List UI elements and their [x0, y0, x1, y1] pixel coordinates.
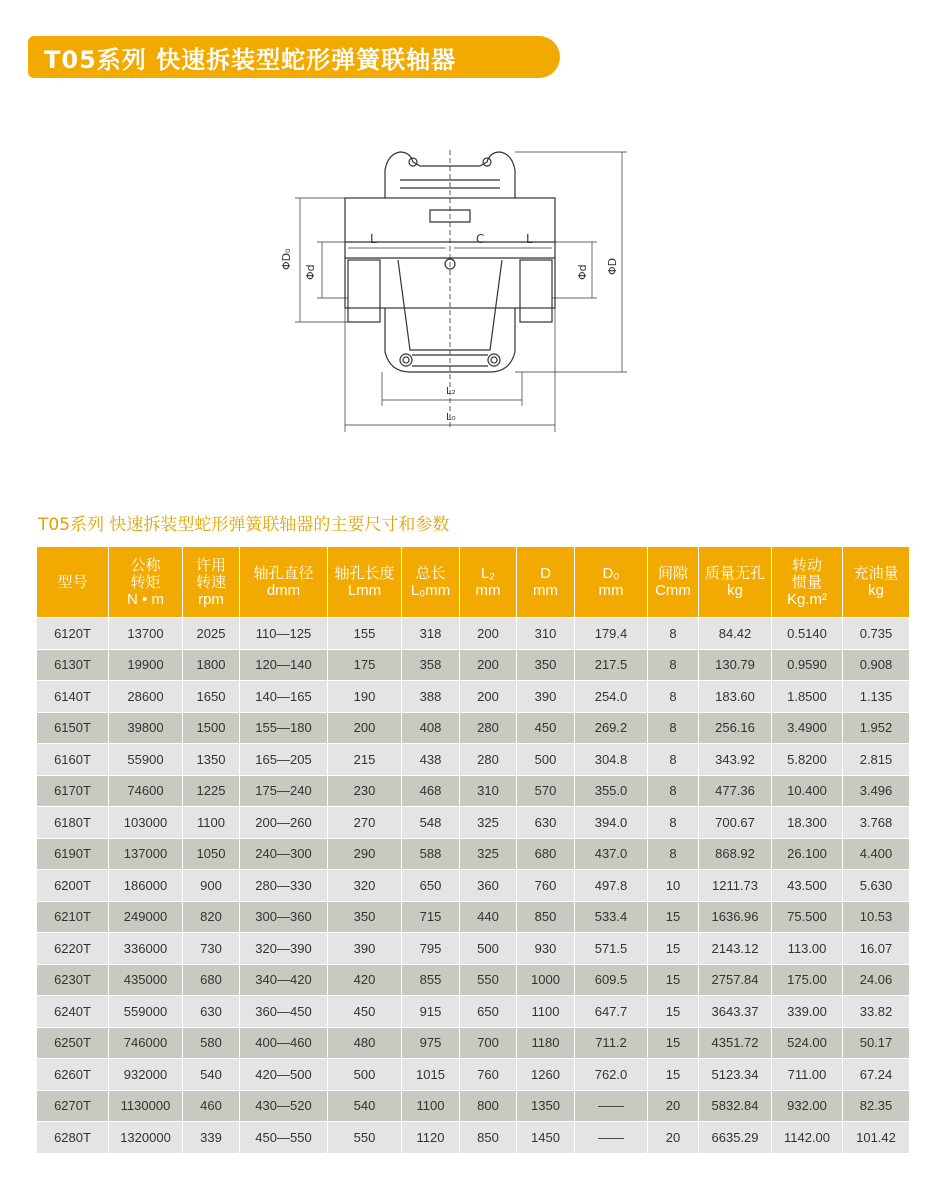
table-cell: 550	[328, 1122, 401, 1153]
table-cell: 2.815	[843, 744, 909, 775]
table-cell: 6220T	[37, 933, 108, 964]
table-cell: 975	[402, 1028, 459, 1059]
table-row	[37, 776, 909, 807]
table-cell: 1350	[517, 1091, 574, 1122]
table-cell: 28600	[109, 681, 182, 712]
column-header-line: dmm	[266, 582, 301, 599]
table-cell: 355.0	[575, 776, 647, 807]
table-cell: 5832.84	[699, 1091, 771, 1122]
table-cell: 760	[517, 870, 574, 901]
table-cell: 256.16	[699, 713, 771, 744]
table-cell: 33.82	[843, 996, 909, 1027]
column-header-line: 轴孔直径	[253, 565, 314, 582]
table-row	[37, 1028, 909, 1059]
table-cell: 6160T	[37, 744, 108, 775]
table-cell: 50.17	[843, 1028, 909, 1059]
table-cell: 700.67	[699, 807, 771, 838]
table-cell: 155	[328, 618, 401, 649]
column-header-line: kg	[868, 582, 884, 599]
table-cell: 795	[402, 933, 459, 964]
table-cell: 630	[183, 996, 239, 1027]
table-cell: 304.8	[575, 744, 647, 775]
table-cell: 10	[648, 870, 698, 901]
table-cell: 850	[517, 902, 574, 933]
table-cell: 915	[402, 996, 459, 1027]
table-cell: 6635.29	[699, 1122, 771, 1153]
table-cell: 6260T	[37, 1059, 108, 1090]
column-header	[843, 547, 909, 617]
table-cell: 5.630	[843, 870, 909, 901]
table-cell: ——	[575, 1091, 647, 1122]
table-cell: 310	[460, 776, 516, 807]
table-cell: 165—205	[240, 744, 327, 775]
table-cell: 820	[183, 902, 239, 933]
table-cell: 540	[183, 1059, 239, 1090]
table-cell: 325	[460, 807, 516, 838]
table-cell: 67.24	[843, 1059, 909, 1090]
column-header-line: rpm	[198, 590, 224, 608]
column-header	[517, 547, 574, 617]
table-cell: 3.768	[843, 807, 909, 838]
table-cell: 609.5	[575, 965, 647, 996]
table-cell: 15	[648, 933, 698, 964]
table-cell: 6240T	[37, 996, 108, 1027]
table-cell: 8	[648, 650, 698, 681]
table-cell: 325	[460, 839, 516, 870]
table-cell: 1450	[517, 1122, 574, 1153]
table-cell: 290	[328, 839, 401, 870]
table-cell: 113.00	[772, 933, 842, 964]
column-header-line: 充油量	[853, 565, 899, 582]
table-cell: 6180T	[37, 807, 108, 838]
table-cell: 18.300	[772, 807, 842, 838]
table-cell: 500	[328, 1059, 401, 1090]
table-caption: T05系列 快速拆装型蛇形弹簧联轴器的主要尺寸和参数	[38, 515, 450, 535]
table-cell: 1800	[183, 650, 239, 681]
table-cell: 318	[402, 618, 459, 649]
column-header-line: 型号	[57, 573, 88, 591]
table-cell: 800	[460, 1091, 516, 1122]
table-cell: 16.07	[843, 933, 909, 964]
table-cell: 15	[648, 902, 698, 933]
table-cell: 6210T	[37, 902, 108, 933]
table-cell: ——	[575, 1122, 647, 1153]
table-cell: 1100	[402, 1091, 459, 1122]
table-cell: 340—420	[240, 965, 327, 996]
table-cell: 240—300	[240, 839, 327, 870]
table-cell: 8	[648, 839, 698, 870]
table-cell: 1142.00	[772, 1122, 842, 1153]
table-cell: 1650	[183, 681, 239, 712]
table-cell: 480	[328, 1028, 401, 1059]
table-cell: 6250T	[37, 1028, 108, 1059]
table-cell: 280—330	[240, 870, 327, 901]
table-cell: 15	[648, 1059, 698, 1090]
column-header	[460, 547, 516, 617]
dim-label-l0: L₀	[446, 412, 456, 423]
table-cell: 26.100	[772, 839, 842, 870]
table-cell: 103000	[109, 807, 182, 838]
table-cell: 217.5	[575, 650, 647, 681]
table-row	[37, 902, 909, 933]
table-cell: 868.92	[699, 839, 771, 870]
column-header-line: Kg.m²	[786, 590, 827, 608]
table-cell: 5123.34	[699, 1059, 771, 1090]
table-cell: 408	[402, 713, 459, 744]
column-header-line: L₀mm	[410, 582, 451, 599]
table-cell: 711.2	[575, 1028, 647, 1059]
table-cell: 155—180	[240, 713, 327, 744]
table-cell: 101.42	[843, 1122, 909, 1153]
table-cell: 84.42	[699, 618, 771, 649]
table-cell: 746000	[109, 1028, 182, 1059]
column-header-line: kg	[727, 582, 743, 599]
column-header-line: N • m	[127, 590, 164, 608]
table-cell: 2025	[183, 618, 239, 649]
table-cell: 0.908	[843, 650, 909, 681]
table-cell: 269.2	[575, 713, 647, 744]
table-row	[37, 713, 909, 744]
table-header-row	[37, 547, 909, 617]
column-header	[648, 547, 698, 617]
table-cell: 760	[460, 1059, 516, 1090]
table-cell: 8	[648, 713, 698, 744]
table-cell: 650	[402, 870, 459, 901]
column-header-line: Cmm	[655, 582, 691, 599]
table-cell: 6150T	[37, 713, 108, 744]
table-cell: 15	[648, 1028, 698, 1059]
table-cell: 450—550	[240, 1122, 327, 1153]
table-cell: 571.5	[575, 933, 647, 964]
table-cell: 82.35	[843, 1091, 909, 1122]
table-cell: 450	[517, 713, 574, 744]
table-cell: 8	[648, 681, 698, 712]
table-cell: 932000	[109, 1059, 182, 1090]
table-cell: 249000	[109, 902, 182, 933]
dim-label-l2: L₂	[446, 386, 456, 397]
table-cell: 230	[328, 776, 401, 807]
table-cell: 1100	[183, 807, 239, 838]
table-cell: 75.500	[772, 902, 842, 933]
table-cell: 524.00	[772, 1028, 842, 1059]
column-header-line: L₂	[480, 565, 496, 582]
page-title: T05系列 快速拆装型蛇形弹簧联轴器	[44, 45, 457, 74]
table-row	[37, 1122, 909, 1153]
table-cell: 1211.73	[699, 870, 771, 901]
column-header-line: 间隙	[657, 565, 688, 582]
table-cell: 339.00	[772, 996, 842, 1027]
title-badge	[28, 36, 560, 78]
table-cell: 6130T	[37, 650, 108, 681]
column-header	[328, 547, 401, 617]
table-cell: 1.135	[843, 681, 909, 712]
table-cell: 468	[402, 776, 459, 807]
column-header	[240, 547, 327, 617]
table-cell: 850	[460, 1122, 516, 1153]
table-cell: 550	[460, 965, 516, 996]
table-cell: 559000	[109, 996, 182, 1027]
table-row	[37, 681, 909, 712]
table-cell: 360	[460, 870, 516, 901]
column-header-line: 轴孔长度	[334, 565, 395, 582]
table-cell: 650	[460, 996, 516, 1027]
table-cell: 440	[460, 902, 516, 933]
table-cell: 540	[328, 1091, 401, 1122]
table-cell: 300—360	[240, 902, 327, 933]
table-cell: 460	[183, 1091, 239, 1122]
table-cell: 6200T	[37, 870, 108, 901]
table-cell: 200	[460, 650, 516, 681]
table-cell: 120—140	[240, 650, 327, 681]
table-cell: 1636.96	[699, 902, 771, 933]
column-header	[575, 547, 647, 617]
dim-label-phi-d-right: Φd	[576, 264, 589, 280]
column-header-line: D	[540, 565, 551, 582]
table-cell: 1320000	[109, 1122, 182, 1153]
column-header-line: Lmm	[347, 582, 382, 599]
table-cell: 15	[648, 965, 698, 996]
table-cell: 6190T	[37, 839, 108, 870]
table-cell: 1260	[517, 1059, 574, 1090]
table-cell: 0.5140	[772, 618, 842, 649]
table-cell: 20	[648, 1091, 698, 1122]
table-cell: 183.60	[699, 681, 771, 712]
table-row	[37, 650, 909, 681]
table-cell: 6120T	[37, 618, 108, 649]
table-cell: 435000	[109, 965, 182, 996]
table-cell: 336000	[109, 933, 182, 964]
dim-label-phi-d: ΦD	[606, 257, 619, 275]
table-cell: 8	[648, 807, 698, 838]
table-cell: 130.79	[699, 650, 771, 681]
table-cell: 200—260	[240, 807, 327, 838]
column-header	[699, 547, 771, 617]
table-cell: 388	[402, 681, 459, 712]
table-cell: 420	[328, 965, 401, 996]
table-cell: 497.8	[575, 870, 647, 901]
table-row	[37, 996, 909, 1027]
table-cell: 855	[402, 965, 459, 996]
table-cell: 200	[328, 713, 401, 744]
table-cell: 8	[648, 618, 698, 649]
table-cell: 5.8200	[772, 744, 842, 775]
table-cell: 630	[517, 807, 574, 838]
column-header	[109, 547, 182, 617]
table-cell: 137000	[109, 839, 182, 870]
table-cell: 350	[328, 902, 401, 933]
table-cell: 6230T	[37, 965, 108, 996]
column-header-line: 质量无孔	[704, 565, 765, 582]
dim-label-phi-d-left: Φd	[304, 264, 317, 280]
table-cell: 1500	[183, 713, 239, 744]
table-cell: 533.4	[575, 902, 647, 933]
table-cell: 570	[517, 776, 574, 807]
dim-label-l-left: L	[370, 232, 377, 246]
table-cell: 179.4	[575, 618, 647, 649]
column-header-line: mm	[598, 582, 624, 599]
table-cell: 4.400	[843, 839, 909, 870]
table-cell: 500	[517, 744, 574, 775]
table-row	[37, 618, 909, 649]
table-cell: 358	[402, 650, 459, 681]
table-cell: 310	[517, 618, 574, 649]
table-row	[37, 1091, 909, 1122]
table-cell: 700	[460, 1028, 516, 1059]
column-header-line: 公称	[130, 556, 161, 574]
table-cell: 647.7	[575, 996, 647, 1027]
table-cell: 74600	[109, 776, 182, 807]
table-cell: 280	[460, 744, 516, 775]
table-cell: 186000	[109, 870, 182, 901]
table-cell: 6270T	[37, 1091, 108, 1122]
column-header-line: mm	[475, 582, 501, 599]
table-row	[37, 870, 909, 901]
dim-label-c: C	[476, 232, 485, 246]
table-cell: 190	[328, 681, 401, 712]
table-cell: 1.952	[843, 713, 909, 744]
table-cell: 715	[402, 902, 459, 933]
table-cell: 6280T	[37, 1122, 108, 1153]
table-cell: 10.53	[843, 902, 909, 933]
table-cell: 438	[402, 744, 459, 775]
table-cell: 350	[517, 650, 574, 681]
table-cell: 930	[517, 933, 574, 964]
table-cell: 6140T	[37, 681, 108, 712]
table-cell: 200	[460, 618, 516, 649]
table-cell: 1015	[402, 1059, 459, 1090]
table-cell: 320	[328, 870, 401, 901]
table-cell: 8	[648, 776, 698, 807]
table-row	[37, 839, 909, 870]
column-header-line: D₀	[602, 565, 620, 582]
table-cell: 270	[328, 807, 401, 838]
table-cell: 339	[183, 1122, 239, 1153]
table-cell: 175—240	[240, 776, 327, 807]
column-header-line: 转矩	[130, 573, 161, 591]
table-cell: 13700	[109, 618, 182, 649]
column-header	[37, 547, 108, 617]
table-cell: 588	[402, 839, 459, 870]
table-cell: 3.4900	[772, 713, 842, 744]
table-cell: 24.06	[843, 965, 909, 996]
table-cell: 390	[517, 681, 574, 712]
table-cell: 500	[460, 933, 516, 964]
table-cell: 1350	[183, 744, 239, 775]
dim-label-phi-d0: ΦD₀	[280, 248, 293, 270]
table-cell: 8	[648, 744, 698, 775]
table-cell: 2143.12	[699, 933, 771, 964]
table-cell: 140—165	[240, 681, 327, 712]
table-cell: 39800	[109, 713, 182, 744]
table-cell: 215	[328, 744, 401, 775]
table-cell: 1120	[402, 1122, 459, 1153]
table-cell: 320—390	[240, 933, 327, 964]
table-cell: 175	[328, 650, 401, 681]
table-cell: 175.00	[772, 965, 842, 996]
column-header	[402, 547, 459, 617]
column-header-line: 总长	[415, 565, 446, 582]
table-cell: 1050	[183, 839, 239, 870]
table-cell: 1.8500	[772, 681, 842, 712]
table-cell: 15	[648, 996, 698, 1027]
table-row	[37, 933, 909, 964]
table-cell: 3643.37	[699, 996, 771, 1027]
table-cell: 900	[183, 870, 239, 901]
table-cell: 55900	[109, 744, 182, 775]
spec-table	[36, 546, 910, 1154]
table-cell: 110—125	[240, 618, 327, 649]
table-cell: 1180	[517, 1028, 574, 1059]
table-row	[37, 807, 909, 838]
table-cell: 1130000	[109, 1091, 182, 1122]
column-header	[183, 547, 239, 617]
column-header-line: 许用	[195, 556, 226, 574]
table-cell: 343.92	[699, 744, 771, 775]
table-cell: 3.496	[843, 776, 909, 807]
table-cell: 430—520	[240, 1091, 327, 1122]
column-header	[772, 547, 842, 617]
table-cell: 394.0	[575, 807, 647, 838]
table-row	[37, 744, 909, 775]
table-cell: 711.00	[772, 1059, 842, 1090]
table-body	[37, 618, 909, 1153]
table-cell: 400—460	[240, 1028, 327, 1059]
dim-label-l-right: L	[526, 232, 533, 246]
table-cell: 680	[183, 965, 239, 996]
table-cell: 4351.72	[699, 1028, 771, 1059]
table-cell: 437.0	[575, 839, 647, 870]
column-header-line: 转速	[195, 573, 226, 591]
table-cell: 1225	[183, 776, 239, 807]
table-cell: 10.400	[772, 776, 842, 807]
table-cell: 43.500	[772, 870, 842, 901]
table-cell: 762.0	[575, 1059, 647, 1090]
table-cell: 680	[517, 839, 574, 870]
column-header-line: 转动	[791, 556, 822, 574]
table-row	[37, 1059, 909, 1090]
table-cell: 1100	[517, 996, 574, 1027]
table-cell: 2757.84	[699, 965, 771, 996]
table-cell: 1000	[517, 965, 574, 996]
table-cell: 932.00	[772, 1091, 842, 1122]
coupling-drawing	[270, 140, 650, 440]
table-cell: 280	[460, 713, 516, 744]
table-cell: 360—450	[240, 996, 327, 1027]
table-cell: 254.0	[575, 681, 647, 712]
table-cell: 19900	[109, 650, 182, 681]
table-cell: 420—500	[240, 1059, 327, 1090]
table-cell: 477.36	[699, 776, 771, 807]
table-cell: 0.9590	[772, 650, 842, 681]
table-cell: 730	[183, 933, 239, 964]
table-cell: 580	[183, 1028, 239, 1059]
table-cell: 390	[328, 933, 401, 964]
table-cell: 0.735	[843, 618, 909, 649]
table-row	[37, 965, 909, 996]
table-cell: 20	[648, 1122, 698, 1153]
table-cell: 450	[328, 996, 401, 1027]
table-cell: 6170T	[37, 776, 108, 807]
table-cell: 200	[460, 681, 516, 712]
column-header-line: 惯量	[791, 573, 822, 591]
table-cell: 548	[402, 807, 459, 838]
column-header-line: mm	[533, 582, 558, 599]
